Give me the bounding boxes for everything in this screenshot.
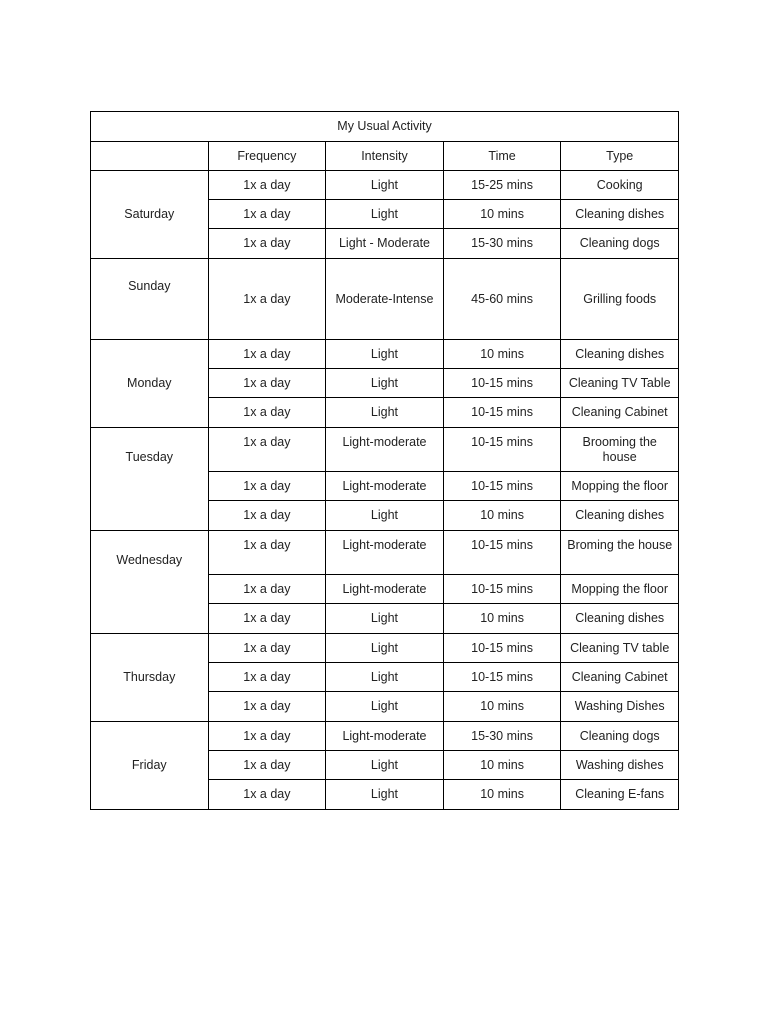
table-row: [91, 259, 679, 340]
frequency-cell: 1x a day: [208, 722, 326, 751]
intensity-cell: Light: [326, 663, 444, 692]
intensity-cell: Light: [326, 398, 444, 428]
intensity-cell: Light-moderate: [326, 575, 444, 604]
day-cell: Thursday: [91, 634, 209, 722]
time-cell: 10-15 mins: [443, 369, 561, 398]
time-cell: 10-15 mins: [443, 428, 561, 472]
header-cell-intensity: Intensity: [326, 142, 444, 171]
time-cell: 10-15 mins: [443, 531, 561, 575]
intensity-cell: Light - Moderate: [326, 229, 444, 259]
time-cell: 10 mins: [443, 340, 561, 369]
type-cell: Cleaning Cabinet: [561, 663, 679, 692]
frequency-cell: 1x a day: [208, 751, 326, 780]
frequency-cell: 1x a day: [208, 340, 326, 369]
intensity-cell: Light: [326, 780, 444, 810]
time-cell: 10-15 mins: [443, 575, 561, 604]
time-cell: 10 mins: [443, 501, 561, 531]
intensity-cell: Light: [326, 604, 444, 634]
day-cell: Wednesday: [91, 531, 209, 634]
frequency-cell: 1x a day: [208, 634, 326, 663]
intensity-cell: Light: [326, 634, 444, 663]
type-cell: Mopping the floor: [561, 472, 679, 501]
intensity-cell: Light: [326, 501, 444, 531]
table-row: [91, 171, 679, 200]
table-title: My Usual Activity: [91, 112, 679, 142]
time-cell: 45-60 mins: [443, 259, 561, 340]
intensity-cell: Light-moderate: [326, 722, 444, 751]
frequency-cell: 1x a day: [208, 200, 326, 229]
time-cell: 10-15 mins: [443, 634, 561, 663]
frequency-cell: 1x a day: [208, 398, 326, 428]
time-cell: 10-15 mins: [443, 472, 561, 501]
frequency-cell: 1x a day: [208, 604, 326, 634]
frequency-cell: 1x a day: [208, 472, 326, 501]
intensity-cell: Light: [326, 369, 444, 398]
intensity-cell: Light: [326, 340, 444, 369]
type-cell: Cleaning dishes: [561, 340, 679, 369]
day-cell: Tuesday: [91, 428, 209, 531]
intensity-cell: Moderate-Intense: [326, 259, 444, 340]
time-cell: 15-30 mins: [443, 229, 561, 259]
type-cell: Cleaning dishes: [561, 501, 679, 531]
frequency-cell: 1x a day: [208, 369, 326, 398]
type-cell: Cleaning dishes: [561, 604, 679, 634]
type-cell: Cleaning dogs: [561, 229, 679, 259]
intensity-cell: Light-moderate: [326, 531, 444, 575]
intensity-cell: Light-moderate: [326, 428, 444, 472]
intensity-cell: Light: [326, 200, 444, 229]
table-row: [91, 340, 679, 369]
time-cell: 10 mins: [443, 200, 561, 229]
type-cell: Brooming the house: [561, 428, 679, 472]
table-row: [91, 428, 679, 472]
frequency-cell: 1x a day: [208, 171, 326, 200]
type-cell: Grilling foods: [561, 259, 679, 340]
title-row: [91, 112, 679, 142]
type-cell: Washing dishes: [561, 751, 679, 780]
frequency-cell: 1x a day: [208, 780, 326, 810]
header-cell-day: [91, 142, 209, 171]
type-cell: Cleaning dishes: [561, 200, 679, 229]
day-cell: Saturday: [91, 171, 209, 259]
time-cell: 15-25 mins: [443, 171, 561, 200]
time-cell: 10 mins: [443, 751, 561, 780]
time-cell: 10 mins: [443, 604, 561, 634]
time-cell: 10 mins: [443, 692, 561, 722]
day-cell: Friday: [91, 722, 209, 810]
day-cell: Sunday: [91, 259, 209, 340]
type-cell: Cooking: [561, 171, 679, 200]
type-cell: Broming the house: [561, 531, 679, 575]
header-row: [91, 142, 679, 171]
frequency-cell: 1x a day: [208, 692, 326, 722]
time-cell: 10 mins: [443, 780, 561, 810]
frequency-cell: 1x a day: [208, 501, 326, 531]
type-cell: Cleaning TV table: [561, 634, 679, 663]
table-row: [91, 531, 679, 575]
intensity-cell: Light-moderate: [326, 472, 444, 501]
intensity-cell: Light: [326, 171, 444, 200]
frequency-cell: 1x a day: [208, 259, 326, 340]
type-cell: Washing Dishes: [561, 692, 679, 722]
type-cell: Cleaning TV Table: [561, 369, 679, 398]
time-cell: 15-30 mins: [443, 722, 561, 751]
table-row: [91, 722, 679, 751]
frequency-cell: 1x a day: [208, 663, 326, 692]
frequency-cell: 1x a day: [208, 428, 326, 472]
type-cell: Mopping the floor: [561, 575, 679, 604]
frequency-cell: 1x a day: [208, 531, 326, 575]
type-cell: Cleaning Cabinet: [561, 398, 679, 428]
type-cell: Cleaning dogs: [561, 722, 679, 751]
intensity-cell: Light: [326, 751, 444, 780]
header-cell-time: Time: [443, 142, 561, 171]
day-cell: Monday: [91, 340, 209, 428]
intensity-cell: Light: [326, 692, 444, 722]
type-cell: Cleaning E-fans: [561, 780, 679, 810]
header-cell-type: Type: [561, 142, 679, 171]
frequency-cell: 1x a day: [208, 229, 326, 259]
time-cell: 10-15 mins: [443, 663, 561, 692]
table-row: [91, 634, 679, 663]
frequency-cell: 1x a day: [208, 575, 326, 604]
time-cell: 10-15 mins: [443, 398, 561, 428]
activity-table: [90, 111, 679, 810]
header-cell-frequency: Frequency: [208, 142, 326, 171]
